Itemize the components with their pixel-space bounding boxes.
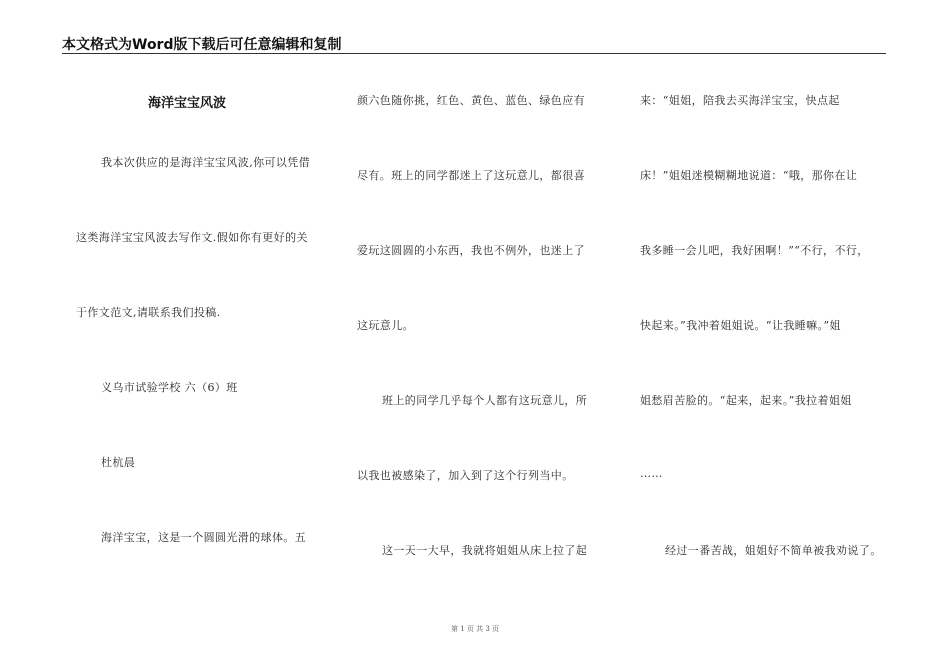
col2-line: 这玩意儿。 (357, 319, 414, 332)
document-header: 本文格式为Word版下载后可任意编辑和复制 (62, 37, 342, 53)
author-name: 杜杭晨 (101, 456, 136, 469)
author-school: 义乌市试验学校 六（6）班 (101, 381, 238, 394)
col3-line: 姐愁眉苦脸的。“起来，起来。”我拉着姐姐 (640, 394, 852, 407)
col2-line: 这一天一大早，我就将姐姐从床上拉了起 (382, 544, 588, 557)
col1-line: 于作文范文,请联系我们投稿. (76, 306, 221, 319)
col2-line: 尽有。班上的同学都迷上了这玩意儿，都很喜 (357, 169, 585, 182)
page-number: 第 1 页 共 3 页 (450, 625, 500, 633)
col3-line: 床！”姐姐迷模糊糊地说道：“哦，那你在让 (640, 169, 858, 182)
col3-line: 快起来。”我冲着姐姐说。“让我睡嘛。”姐 (640, 319, 841, 332)
col3-line: 来：“姐姐，陪我去买海洋宝宝，快点起 (640, 94, 840, 107)
col2-line: 班上的同学几乎每个人都有这玩意儿，所 (382, 394, 588, 407)
col1-line: 海洋宝宝，这是一个圆圆光滑的球体。五 (101, 531, 307, 544)
col2-line: 颜六色随你挑，红色、黄色、蓝色、绿色应有 (357, 94, 585, 107)
col2-line: 爱玩这圆圆的小东西，我也不例外，也迷上了 (357, 244, 585, 257)
col2-line: 以我也被感染了，加入到了这个行列当中。 (357, 469, 574, 482)
col1-line: 这类海洋宝宝风波去写作文.假如你有更好的关 (76, 231, 308, 244)
header-divider (62, 53, 886, 54)
col3-line: 经过一番苦战，姐姐好不简单被我劝说了。 (665, 544, 882, 557)
col1-line: 我本次供应的是海洋宝宝风波,你可以凭借 (101, 156, 311, 169)
article-title: 海洋宝宝风波 (148, 96, 227, 111)
ellipsis: …… (640, 467, 663, 480)
col3-line: 我多睡一会儿吧，我好困啊！”“不行，不行， (640, 244, 869, 257)
